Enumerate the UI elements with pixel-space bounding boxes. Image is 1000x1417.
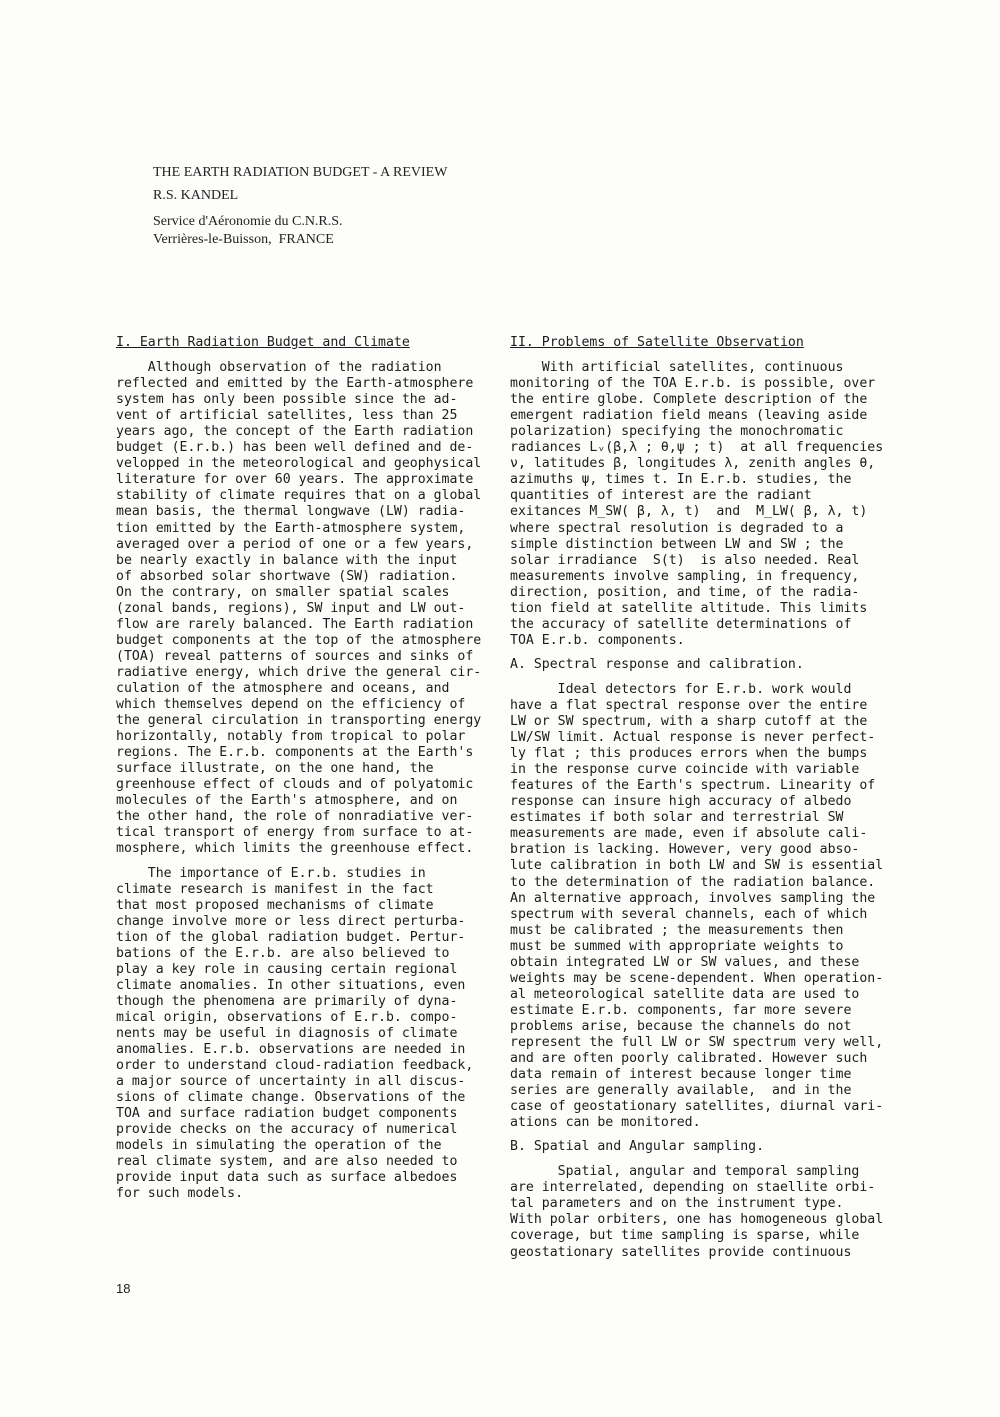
text-line: flow are rarely balanced. The Earth radiation [116, 616, 474, 632]
text-line: have a flat spectral response over the entire [510, 697, 868, 713]
text-line: emergent radiation field means (leaving aside [510, 408, 868, 424]
text-line: molecules of the Earth's atmosphere, and on [116, 793, 458, 809]
text-line: quantities of interest are the radiant [510, 488, 812, 504]
text-line: radiances Lᵥ(β,λ ; θ,ψ ; t) at all frequencies [510, 440, 884, 456]
text-line: Spatial, angular and temporal sampling [510, 1164, 860, 1180]
text-line: tion emitted by the Earth-atmosphere system, [116, 520, 466, 536]
section-heading-earth-radiation-budget: I. Earth Radiation Budget and Climate [116, 335, 410, 350]
text-line: a major source of uncertainty in all discus- [116, 1074, 466, 1090]
text-line: Although observation of the radiation [116, 360, 442, 376]
text-line: anomalies. E.r.b. observations are needed in [116, 1042, 466, 1058]
text-line: spectrum with several channels, each of which [510, 906, 868, 922]
subsection-b-paragraph [510, 1164, 882, 1260]
text-line: estimates if both solar and terrestrial SW [510, 810, 844, 826]
text-line: climate research is manifest in the fact [116, 881, 434, 897]
paragraph [116, 866, 486, 1203]
text-line: budget components at the top of the atmosphere [116, 632, 482, 648]
text-line: tion of the global radiation budget. Pertur- [116, 929, 466, 945]
text-line: real climate system, and are also needed to [116, 1154, 458, 1170]
text-line: data remain of interest because longer time [510, 1067, 852, 1083]
text-line: ly flat ; this produces errors when the bumps [510, 746, 868, 762]
page-number: 18 [116, 1281, 131, 1296]
text-line: bations of the E.r.b. are also believed to [116, 945, 450, 961]
text-line: obtain integrated LW or SW values, and these [510, 954, 860, 970]
left-paragraphs [116, 360, 486, 1202]
text-line: are interrelated, depending on staellite orbi- [510, 1180, 876, 1196]
text-line: TOA and surface radiation budget components [116, 1106, 458, 1122]
right-column [510, 335, 882, 1261]
text-line: response can insure high accuracy of albedo [510, 794, 852, 810]
text-line: though the phenomena are primarily of dyna- [116, 993, 458, 1009]
text-line: represent the full LW or SW spectrum very well, [510, 1034, 884, 1050]
text-line: sions of climate change. Observations of the [116, 1090, 466, 1106]
subsection-heading-spectral-response: A. Spectral response and calibration. [510, 656, 804, 672]
text-line: mical origin, observations of E.r.b. compo- [116, 1009, 458, 1025]
text-line: to the determination of the radiation balance. [510, 874, 876, 890]
text-line: the entire globe. Complete description of the [510, 392, 868, 408]
text-line: The importance of E.r.b. studies in [116, 865, 426, 881]
subsection-a-paragraph [510, 682, 882, 1131]
text-line: budget (E.r.b.) has been well defined and de- [116, 440, 474, 456]
text-line: greenhouse effect of clouds and of polyatomic [116, 777, 474, 793]
text-line: problems arise, because the channels do not [510, 1018, 852, 1034]
text-line: With artificial satellites, continuous [510, 360, 844, 376]
text-line: bration is lacking. However, very good abso- [510, 842, 860, 858]
text-line: averaged over a period of one or a few years, [116, 536, 474, 552]
text-line: regions. The E.r.b. components at the Earth's [116, 745, 474, 761]
text-line: reflected and emitted by the Earth-atmosphere [116, 376, 474, 392]
text-line: nents may be useful in diagnosis of climate [116, 1025, 458, 1041]
text-line: in the response curve coincide with variable [510, 762, 860, 778]
text-line: years ago, the concept of the Earth radiation [116, 424, 474, 440]
text-line: case of geostationary satellites, diurnal vari- [510, 1099, 884, 1115]
affiliation-line-1: Service d'Aéronomie du C.N.R.S. [153, 214, 343, 229]
text-line: the general circulation in transporting energy [116, 713, 482, 729]
text-line: that most proposed mechanisms of climate [116, 897, 434, 913]
text-line: of absorbed solar shortwave (SW) radiation. [116, 568, 458, 584]
text-line: solar irradiance S(t) is also needed. Real [510, 552, 860, 568]
paragraph [116, 360, 486, 857]
text-line: polarization) specifying the monochromatic [510, 424, 844, 440]
text-line: coverage, but time sampling is sparse, while [510, 1228, 860, 1244]
paper-header [153, 164, 447, 249]
text-line: mean basis, the thermal longwave (LW) radia- [116, 504, 466, 520]
text-line: surface illustrate, on the one hand, the [116, 761, 434, 777]
text-line: change involve more or less direct perturba- [116, 913, 466, 929]
text-line: order to understand cloud-radiation feedback, [116, 1058, 474, 1074]
right-intro-paragraph [510, 360, 882, 649]
text-line: al meteorological satellite data are used to [510, 986, 860, 1002]
text-line: On the contrary, on smaller spatial scales [116, 584, 450, 600]
author: R.S. KANDEL [153, 188, 239, 203]
text-line: be nearly exactly in balance with the input [116, 552, 458, 568]
text-line: LW or SW spectrum, with a sharp cutoff at the [510, 714, 868, 730]
text-line: An alternative approach, involves sampling the [510, 890, 876, 906]
text-line: radiative energy, which drive the general cir- [116, 664, 482, 680]
text-line: tical transport of energy from surface to at- [116, 825, 474, 841]
text-line: tal parameters and on the instrument type. [510, 1196, 844, 1212]
affiliation-line-2: Verrières-le-Buisson, FRANCE [153, 232, 334, 247]
text-line: must be summed with appropriate weights to [510, 938, 844, 954]
subsection-heading-spatial-sampling: B. Spatial and Angular sampling. [510, 1139, 765, 1155]
text-line: horizontally, notably from tropical to polar [116, 729, 466, 745]
text-line: the accuracy of satellite determinations of [510, 616, 852, 632]
text-line: where spectral resolution is degraded to a [510, 520, 844, 536]
text-line: models in simulating the operation of the [116, 1138, 442, 1154]
text-line: play a key role in causing certain regional [116, 961, 458, 977]
text-line: weights may be scene-dependent. When operation- [510, 970, 884, 986]
text-line: series are generally available, and in the [510, 1083, 852, 1099]
text-line: azimuths ψ, times t. In E.r.b. studies, the [510, 472, 852, 488]
paper-title: THE EARTH RADIATION BUDGET - A REVIEW [153, 165, 448, 180]
text-line: ations can be monitored. [510, 1115, 701, 1131]
text-line: (zonal bands, regions), SW input and LW out- [116, 600, 466, 616]
text-line: culation of the atmosphere and oceans, and [116, 680, 450, 696]
text-line: TOA E.r.b. components. [510, 632, 685, 648]
text-line: ν, latitudes β, longitudes λ, zenith angles θ, [510, 456, 876, 472]
text-line: provide checks on the accuracy of numerical [116, 1122, 458, 1138]
text-line: monitoring of the TOA E.r.b. is possible, over [510, 376, 876, 392]
text-line: system has only been possible since the ad- [116, 392, 458, 408]
text-line: measurements are made, even if absolute cali- [510, 826, 868, 842]
text-line: geostationary satellites provide continuous [510, 1244, 852, 1260]
text-line: the other hand, the role of nonradiative ver- [116, 809, 474, 825]
text-line: for such models. [116, 1186, 244, 1202]
text-line: features of the Earth's spectrum. Linearity of [510, 778, 876, 794]
text-line: LW/SW limit. Actual response is never perfect- [510, 730, 876, 746]
text-line: tion field at satellite altitude. This limits [510, 600, 868, 616]
text-line: which themselves depend on the efficiency of [116, 697, 466, 713]
text-line: simple distinction between LW and SW ; the [510, 536, 844, 552]
text-line: stability of climate requires that on a global [116, 488, 482, 504]
text-line: must be calibrated ; the measurements then [510, 922, 844, 938]
text-line: literature for over 60 years. The approximate [116, 472, 474, 488]
section-heading-satellite-observation: II. Problems of Satellite Observation [510, 335, 804, 350]
text-line: lute calibration in both LW and SW is essential [510, 858, 884, 874]
text-line: measurements involve sampling, in frequency, [510, 568, 860, 584]
left-column [116, 335, 486, 1202]
text-line: mosphere, which limits the greenhouse effect. [116, 841, 474, 857]
text-line: vent of artificial satellites, less than 25 [116, 408, 458, 424]
text-line: (TOA) reveal patterns of sources and sinks of [116, 648, 474, 664]
text-line: velopped in the meteorological and geophysical [116, 456, 482, 472]
text-line: Ideal detectors for E.r.b. work would [510, 681, 852, 697]
text-line: estimate E.r.b. components, far more severe [510, 1002, 852, 1018]
text-line: provide input data such as surface albedoes [116, 1170, 458, 1186]
text-line: direction, position, and time, of the radia- [510, 584, 860, 600]
text-line: climate anomalies. In other situations, even [116, 977, 466, 993]
text-line: With polar orbiters, one has homogeneous global [510, 1212, 884, 1228]
text-line: exitances M_SW( β, λ, t) and M_LW( β, λ, t) [510, 504, 868, 520]
text-line: and are often poorly calibrated. However such [510, 1051, 868, 1067]
